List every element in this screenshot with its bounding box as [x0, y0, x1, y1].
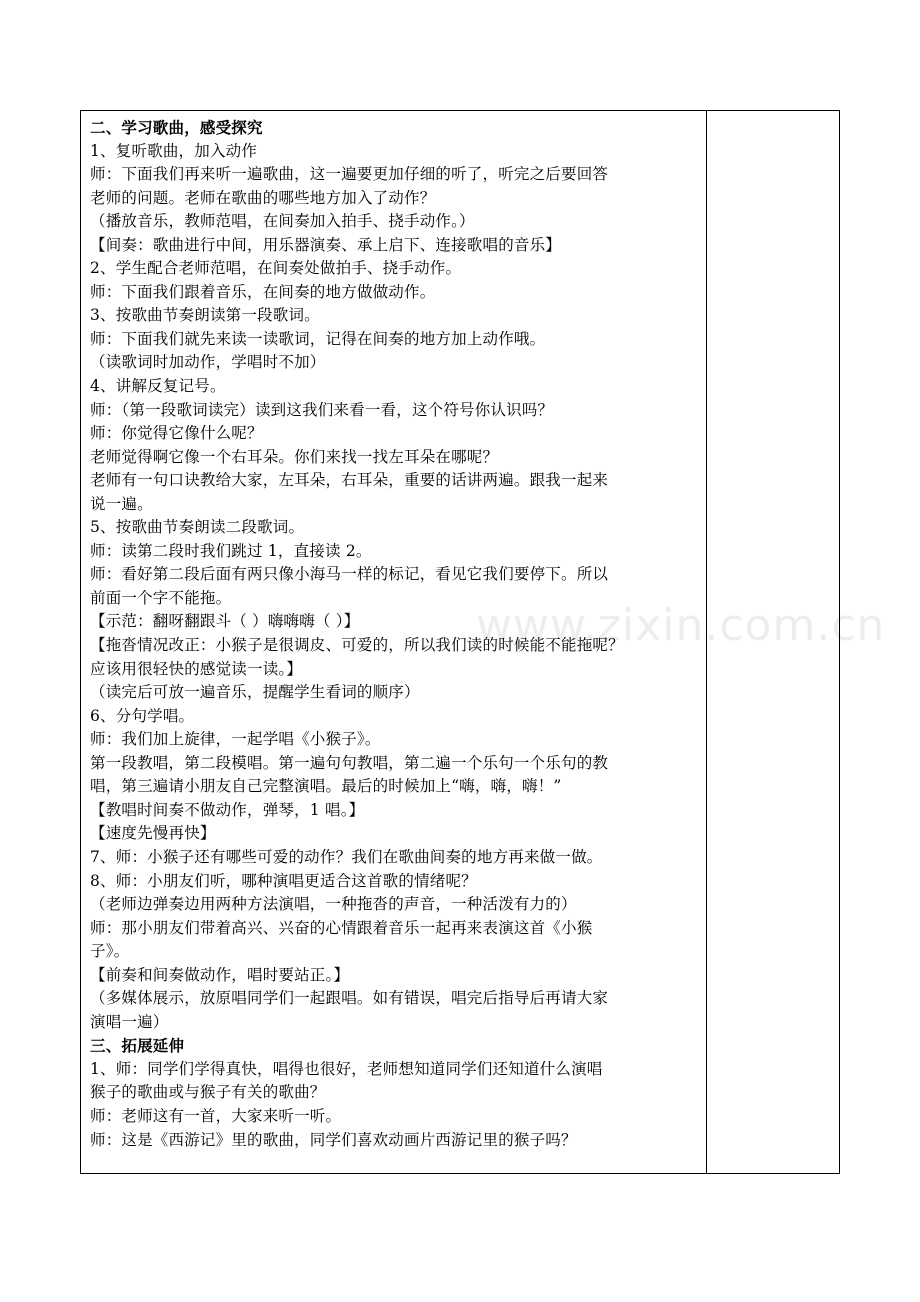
text-line: 4、讲解反复记号。	[90, 377, 226, 396]
text-line: （老师边弹奏边用两种方法演唱，一种拖沓的声音，一种活泼有力的）	[90, 895, 577, 914]
text-line: 【拖沓情况改正：小猴子是很调皮、可爱的，所以我们读的时候能不能拖呢？	[90, 636, 624, 655]
text-line: 师：下面我们跟着音乐，在间奏的地方做做动作。	[90, 282, 436, 301]
text-line: 师：那小朋友们带着高兴、兴奋的心情跟着音乐一起再来表演这首《小猴	[90, 918, 593, 937]
text-line: 师：下面我们再来听一遍歌曲，这一遍要更加仔细的听了，听完之后要回答	[90, 165, 609, 184]
text-line: 1、师：同学们学得真快，唱得也很好，老师想知道同学们还知道什么演唱	[90, 1059, 603, 1078]
text-line: 猴子的歌曲或与猴子有关的歌曲？	[90, 1083, 326, 1102]
text-line: （多媒体展示，放原唱同学们一起跟唱。如有错误，唱完后指导后再请大家	[90, 989, 609, 1008]
text-line: 2、学生配合老师范唱，在间奏处做拍手、挠手动作。	[90, 259, 462, 278]
text-line: 1、复听歌曲，加入动作	[90, 141, 258, 160]
text-line: 3、按歌曲节奏朗读第一段歌词。	[90, 306, 320, 325]
text-line: 第一段教唱，第二段模唱。第一遍句句教唱，第二遍一个乐句一个乐句的教	[90, 753, 609, 772]
text-line: 师：下面我们就先来读一读歌词，记得在间奏的地方加上动作哦。	[90, 329, 546, 348]
text-line: 应该用很轻快的感觉读一读。】	[90, 659, 303, 678]
text-line: 【教唱时间奏不做动作，弹琴，1 唱。】	[90, 800, 365, 819]
text-line: （播放音乐，教师范唱，在间奏加入拍手、挠手动作。）	[90, 212, 475, 231]
text-line: 师：老师这有一首，大家来听一听。	[90, 1106, 342, 1125]
text-line: 老师的问题。老师在歌曲的哪些地方加入了动作？	[90, 188, 436, 207]
text-line: 师：这是《西游记》里的歌曲，同学们喜欢动画片西游记里的猴子吗？	[90, 1130, 577, 1149]
text-line: 【速度先慢再快】	[90, 824, 216, 843]
text-line: 师：（第一段歌词读完）读到这我们来看一看，这个符号你认识吗？	[90, 400, 554, 419]
lesson-plan-table	[80, 110, 840, 1174]
text-line: 前面一个字不能拖。	[90, 588, 232, 607]
text-line: 老师觉得啊它像一个右耳朵。你们来找一找左耳朵在哪呢？	[90, 447, 499, 466]
text-line: （读歌词时加动作，学唱时不加）	[90, 353, 326, 372]
text-line: 子》。	[90, 942, 130, 961]
text-line: 【间奏：歌曲进行中间，用乐器演奏、承上启下、连接歌唱的音乐】	[90, 235, 562, 254]
text-line: （读完后可放一遍音乐，提醒学生看词的顺序）	[90, 683, 420, 702]
text-line: 5、按歌曲节奏朗读二段歌词。	[90, 518, 305, 537]
text-line: 6、分句学唱。	[90, 706, 195, 725]
text-line: 师：你觉得它像什么呢？	[90, 424, 263, 443]
text-line: 7、师：小猴子还有哪些可爱的动作？我们在歌曲间奏的地方再来做一做。	[90, 847, 603, 866]
text-line: 【示范：翻呀翻跟斗（ ）嗨嗨嗨（ ）】	[90, 612, 360, 631]
watermark: www.zixin.com.cn	[476, 600, 886, 651]
text-line: 师：看好第二段后面有两只像小海马一样的标记，看见它我们要停下。所以	[90, 565, 609, 584]
notes-cell	[707, 111, 839, 1173]
text-line: 唱，第三遍请小朋友自己完整演唱。最后的时候加上“嗨，嗨，嗨！”	[90, 777, 562, 796]
text-line: 师：读第二段时我们跳过 1，直接读 2。	[90, 541, 372, 560]
text-line: 演唱一遍）	[90, 1012, 169, 1031]
section-heading: 三、拓展延伸	[90, 1036, 185, 1056]
text-line: 【前奏和间奏做动作，唱时要站正。】	[90, 965, 350, 984]
text-line: 说一遍。	[90, 494, 153, 513]
text-line: 8、师：小朋友们听，哪种演唱更适合这首歌的情绪呢？	[90, 871, 477, 890]
lesson-content-cell	[81, 111, 707, 1173]
text-line: 老师有一句口诀教给大家，左耳朵，右耳朵，重要的话讲两遍。跟我一起来	[90, 471, 609, 490]
section-heading: 二、学习歌曲，感受探究	[90, 118, 263, 137]
text-line: 师：我们加上旋律，一起学唱《小猴子》。	[90, 730, 381, 749]
